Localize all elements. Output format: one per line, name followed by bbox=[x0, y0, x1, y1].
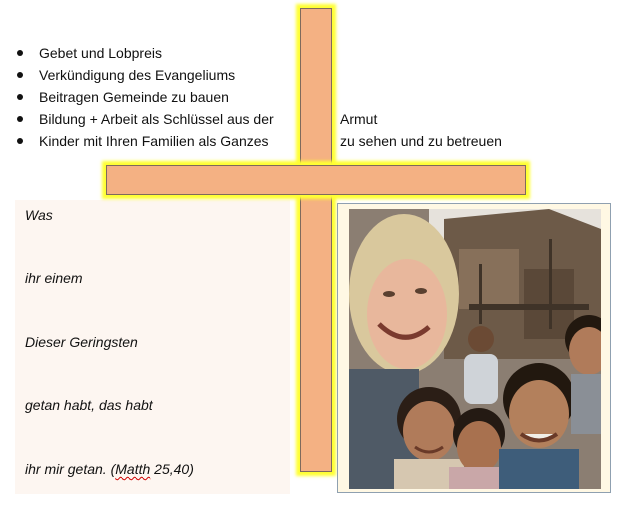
verse-line: getan habt, das habt bbox=[25, 397, 153, 413]
bible-verse-box bbox=[15, 200, 290, 494]
bullet-text: Kinder mit Ihren Familien als Ganzes bbox=[39, 133, 269, 149]
verse-line bbox=[25, 461, 194, 477]
verse-line: ihr einem bbox=[25, 270, 83, 286]
spellcheck-word: Matth bbox=[115, 461, 151, 477]
bullet-text: Beitragen Gemeinde zu bauen bbox=[39, 89, 229, 105]
bullet-text: Verkündigung des Evangeliums bbox=[39, 67, 236, 83]
bullet-item bbox=[14, 130, 502, 152]
photo-illustration bbox=[349, 209, 601, 489]
verse-line: Dieser Geringsten bbox=[25, 334, 138, 350]
bullet-text: Bildung + Arbeit als Schlüssel aus der bbox=[39, 111, 274, 127]
photo-frame[interactable] bbox=[337, 203, 611, 493]
verse-text: ihr mir getan. ( bbox=[25, 461, 116, 477]
bullet-text-continued: Armut bbox=[340, 111, 378, 127]
verse-text: 25,40) bbox=[150, 461, 194, 477]
bullet-text: Gebet und Lobpreis bbox=[39, 45, 162, 61]
bullet-item bbox=[14, 86, 274, 108]
bullet-text-continued: zu sehen und zu betreuen bbox=[340, 133, 502, 149]
cross-vertical-beam bbox=[300, 8, 332, 472]
bullet-item bbox=[14, 64, 274, 86]
verse-line: Was bbox=[25, 207, 53, 223]
group-photo bbox=[349, 209, 601, 489]
cross-horizontal-beam bbox=[106, 165, 526, 195]
bullet-item bbox=[14, 108, 378, 130]
bullet-list bbox=[14, 42, 502, 152]
bullet-item bbox=[14, 42, 274, 64]
